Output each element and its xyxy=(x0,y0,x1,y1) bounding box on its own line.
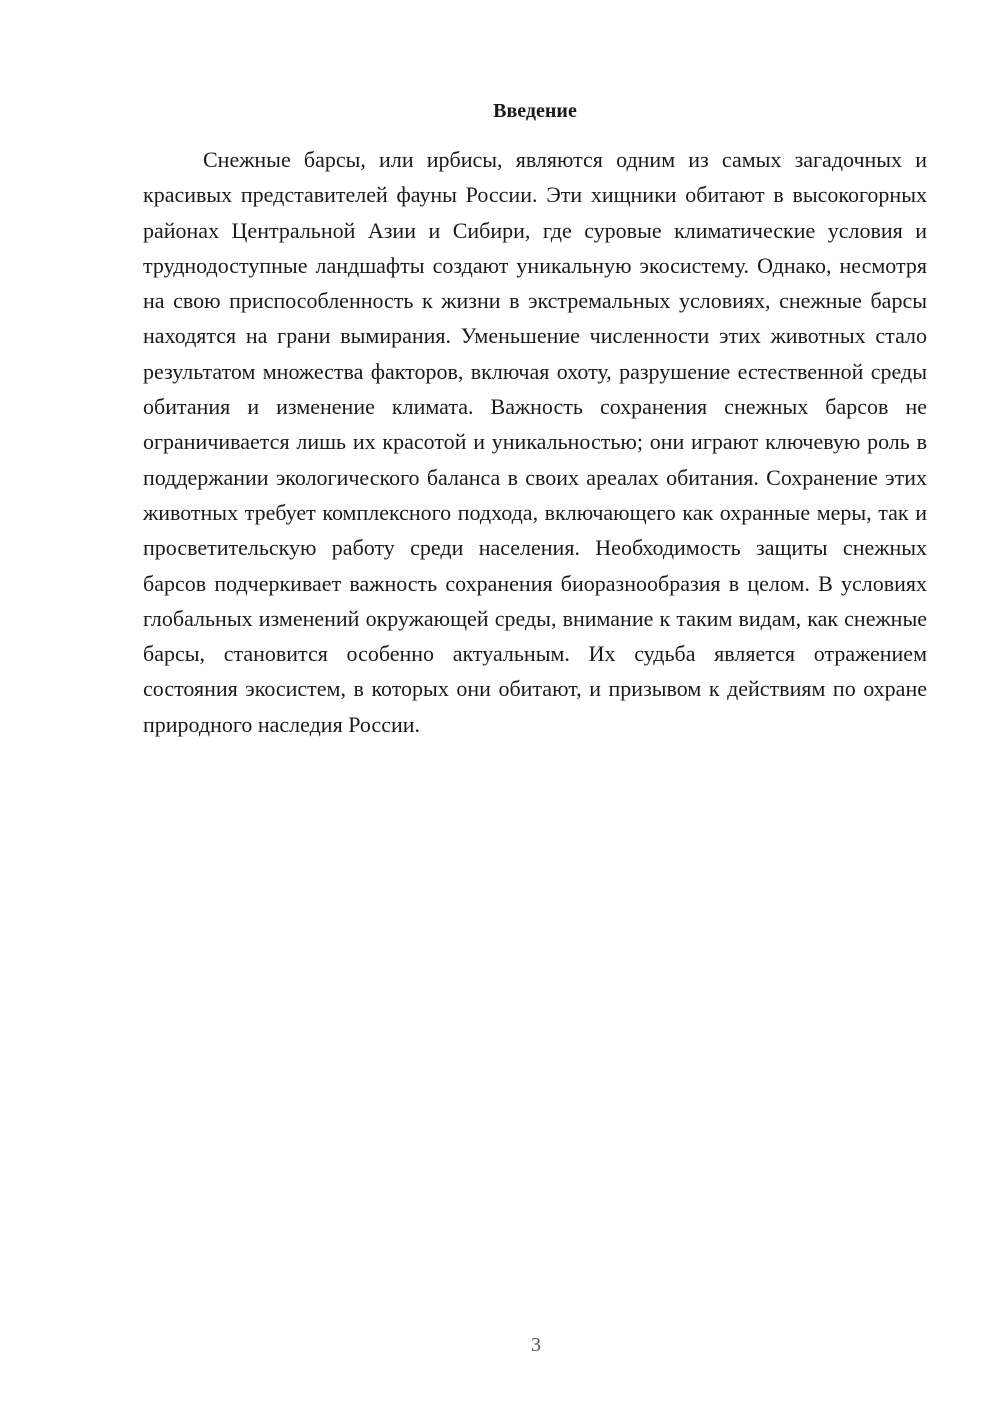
section-heading: Введение xyxy=(493,100,577,122)
introduction-paragraph: Снежные барсы, или ирбисы, являются одним из самых загадочных и красивых представителей фауны России. Эти хищники обитают в высокогорных районах Центральной Азии и Сибири, где суровые климатические условия и труднодоступные ландшафты создают уникальную экосистему. Однако, несмотря на свою приспособленность к жизни в экстремальных условиях, снежные барсы находятся на грани вымирания. Уменьшение численности этих животных стало результатом множества факторов, включая охоту, разрушение естественной среды обитания и изменение климата. Важность сохранения снежных барсов не ограничивается лишь их красотой и уникальностью; они играют ключевую роль в поддержании экологического баланса в своих ареалах обитания. Сохранение этих животных требует комплексного подхода, включающего как охранные меры, так и просветительскую работу среди населения. Необходимость защиты снежных барсов подчеркивает важность сохранения биоразнообразия в целом. В условиях глобальных изменений окружающей среды, внимание к таким видам, как снежные барсы, становится особенно актуальным. Их судьба является отражением состояния экосистем, в которых они обитают, и призывом к действиям по охране природного наследия России. xyxy=(143,147,927,737)
page-number: 3 xyxy=(531,1334,541,1356)
